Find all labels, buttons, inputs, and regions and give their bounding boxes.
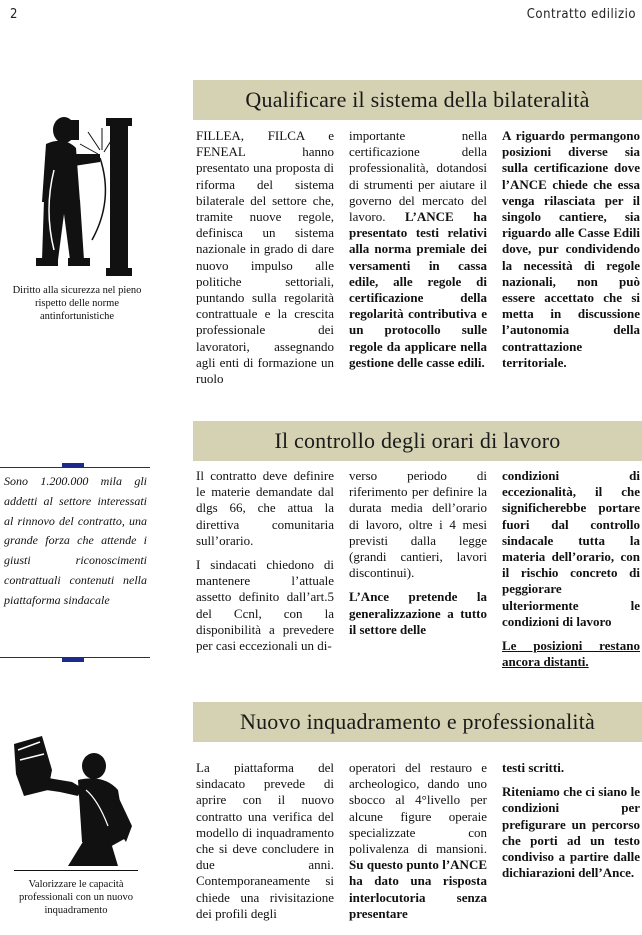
section2-col2-para1: verso periodo di riferimento per definire la durata media dell’orario di lavoro, oltre i 4 mesi previsti dalla legge (grandi cantieri, lavori discontinui).	[349, 468, 487, 581]
page-number: 2	[10, 7, 18, 22]
section1-col2-bold-text: L’ANCE ha presentato testi relativi alla norma premiale dei versamenti in cassa edile, alle regole di certificazione della regolarità contributiva e un protocollo sulle regole da applicare nella gestione delle casse edili.	[349, 209, 487, 370]
section1-col3-text: A riguardo permangono posizioni diverse sia sulla certificazione dove l’ANCE chiede che essa venga rilasciata per il singolo cantiere, sia riguardo alle Casse Edili dove, pur condividendo la necessità di regole nazionali, non può essere accettato che si metta in discussione l’autonomia della contrattazione territoriale.	[502, 128, 640, 370]
section-title-inquadramento: Nuovo inquadramento e professionalità	[193, 702, 642, 742]
welder-caption: Diritto alla sicurezza nel pieno rispetto delle norme antinfortunistiche	[12, 285, 142, 322]
quote-bottom-marker	[62, 658, 84, 662]
welder-icon	[14, 110, 138, 280]
section2-col1-para1: Il contratto deve definire le materie demandate dal dlgs 66, che attua la direttiva comunitaria sull’orario.	[196, 468, 334, 548]
section1-column1	[196, 128, 334, 387]
section3-column2	[349, 760, 487, 922]
section3-col1-text: La piattaforma del sindacato prevede di aprire con il nuovo contratto una verifica del modello di inquadramento che si deve concludere in due anni. Contemporaneamente si chiede una rivisitazione dei profili degli	[196, 760, 334, 921]
section3-col3-para1: testi scritti.	[502, 760, 565, 775]
section3-column3	[502, 760, 640, 881]
section3-col3-para2: Riteniamo che ci siano le condizioni per prefigurare un percorso che porti ad un testo condiviso a partire dalle dichiarazioni dell’Ance.	[502, 784, 640, 881]
section2-col3-para1: condizioni di eccezionalità, il che significherebbe portare fuori dal controllo sindacale tutta la materia dell’orario, con il rischio concreto di peggiorare ulteriormente le condizioni di lavoro	[502, 468, 640, 629]
section2-col3-para2: Le posizioni restano ancora distanti.	[502, 638, 640, 670]
quote-top-rule	[0, 467, 150, 468]
section1-col2-text: importante nella certificazione della professionalità, dotandosi di strumenti per aiutare il governo del mercato del lavoro.	[349, 128, 487, 225]
pull-quote: Sono 1.200.000 mila gli addetti al settore interessati al rinnovo del contratto, una grande forza che attende i giusti riconoscimenti contrattuali contenuti nella piattaforma sindacale	[4, 474, 147, 607]
section1-column3	[502, 128, 640, 371]
section3-col2-text: operatori del restauro e archeologico, dando uno sbocco al 4°livello per alcune figure operaie specializzate con polivalenza di mansioni.	[349, 760, 487, 857]
section3-col2-bold-text: Su questo punto l’ANCE ha dato una risposta interlocutoria senza presentare	[349, 857, 487, 921]
worker-carrying-sack-icon	[8, 730, 143, 870]
publication-title: Contratto edilizio	[526, 7, 636, 22]
section3-column1	[196, 760, 334, 922]
section2-column2	[349, 468, 487, 638]
section1-column2	[349, 128, 487, 371]
section2-column1	[196, 468, 334, 654]
section2-col1-para2: I sindacati chiedono di mantenere l’attuale assetto definito dall’art.5 del Ccnl, con la disponibilità a prevedere per casi eccezionali un di-	[196, 557, 334, 654]
section1-col1-text: FILLEA, FILCA e FENEAL hanno presentato una proposta di riforma del sistema bilaterale del settore che, tramite nuove regole, definisca un sistema nazionale in grado di dare nuovo impulso alle politiche settoriali, puntando sulla regolarità contrattuale e la crescita professionale dei lavoratori, assegnando agli enti di formazione un ruolo	[196, 128, 334, 387]
worker-caption: Valorizzare le capacità professionali con un nuovo inquadramento	[18, 879, 134, 916]
section-title-bilateralita: Qualificare il sistema della bilateralità	[193, 80, 642, 120]
caption-divider	[14, 870, 138, 871]
section-title-orari: Il controllo degli orari di lavoro	[193, 421, 642, 461]
section2-column3	[502, 468, 640, 670]
section2-col2-para2: L’Ance pretende la generalizzazione a tutto il settore delle	[349, 589, 487, 637]
